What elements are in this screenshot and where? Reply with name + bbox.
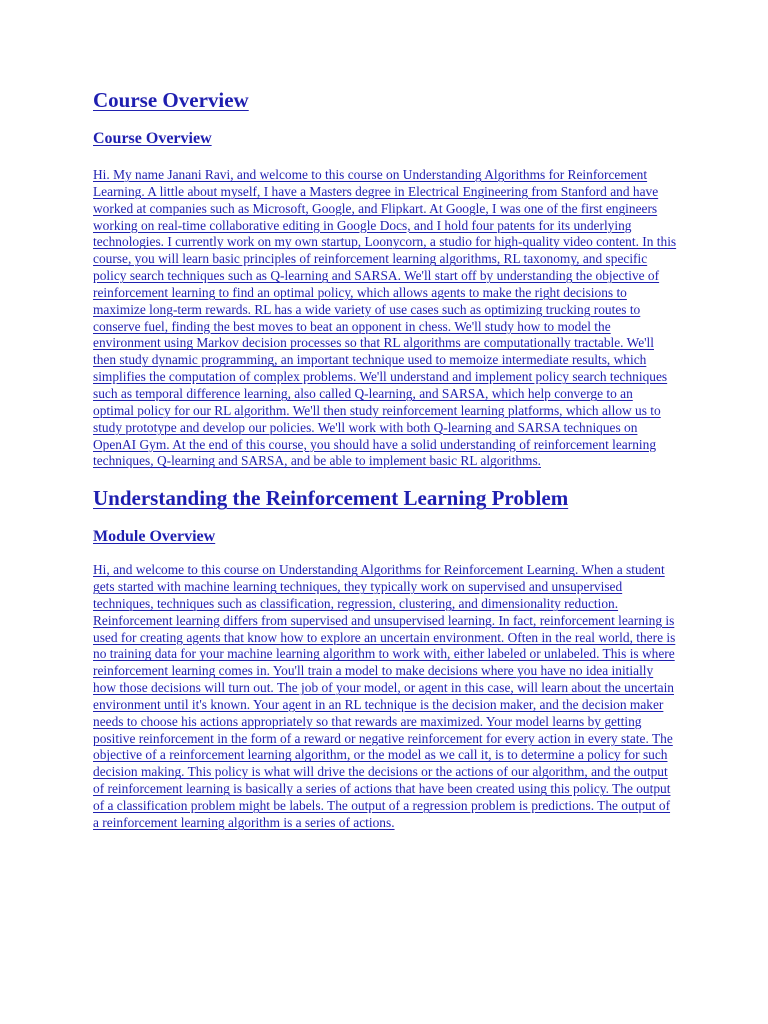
section-1-subheading-wrap	[93, 129, 677, 151]
section-2-subtitle-link[interactable]: Module Overview	[93, 528, 216, 546]
section-1-heading-wrap	[93, 86, 677, 116]
section-2-paragraph-link[interactable]: Hi, and welcome to this course on Understanding Algorithms for Reinforcement Learning. When a student gets started with machine learning techniques, they typically work on supervised and unsupervised techniques, techniques such as classification, regression, clustering, and dimensionality reduction. Reinforcement learning differs from supervised and unsupervised learning. In fact, reinforcement learning is used for creating agents that know how to explore an uncertain environment. Often in the real world, there is no training data for your machine learning algorithm to work with, either labeled or unlabeled. This is where reinforcement learning comes in. You'll train a model to make decisions where you have no idea initially how those decisions will turn out. The job of your model, or agent in this case, will learn about the uncertain environment until it's known. Your agent in an RL technique is the decision maker, and the decision maker needs to choose his actions appropriately so that rewards are maximized. Your model learns by getting positive reinforcement in the form of a reward or negative reinforcement for every action in every state. The objective of a reinforcement learning algorithm, or the model as we call it, is to determine a policy for such decision making. This policy is what will drive the decisions or the actions of our algorithm, and the output of reinforcement learning is basically a series of actions that have been created using this policy. The output of a classification problem might be labels. The output of a regression problem is predictions. The output of a reinforcement learning algorithm is a series of actions.	[93, 562, 676, 830]
section-2-paragraph	[93, 562, 677, 832]
section-1-paragraph	[93, 167, 677, 470]
document-page	[93, 86, 677, 832]
section-1-paragraph-link[interactable]: Hi. My name Janani Ravi, and welcome to this course on Understanding Algorithms for Reinforcement Learning. A little about myself, I have a Masters degree in Electrical Engineering from Stanford and have worked at companies such as Microsoft, Google, and Flipkart. At Google, I was one of the first engineers working on real-time collaborative editing in Google Docs, and I hold four patents for its underlying technologies. I currently work on my own startup, Loonycorn, a studio for high-quality video content. In this course, you will learn basic principles of reinforcement learning algorithms, RL taxonomy, and specific policy search techniques such as Q-learning and SARSA. We'll start off by understanding the objective of reinforcement learning to find an optimal policy, which allows agents to make the right decisions to maximize long-term rewards. RL has a wide variety of use cases such as optimizing trucking routes to conserve fuel, finding the best moves to beat an opponent in chess. We'll study how to model the environment using Markov decision processes so that RL algorithms are computationally tractable. We'll then study dynamic programming, an important technique used to memoize intermediate results, which simplifies the computation of complex problems. We'll understand and implement policy search techniques such as temporal difference learning, also called Q-learning, and SARSA, which help converge to an optimal policy for our RL algorithm. We'll then study reinforcement learning platforms, which allow us to study prototype and develop our policies. We'll work with both Q-learning and SARSA techniques on OpenAI Gym. At the end of this course, you should have a solid understanding of reinforcement learning techniques, Q-learning and SARSA, and be able to implement basic RL algorithms.	[93, 167, 677, 469]
section-1-title-link[interactable]: Course Overview	[93, 88, 249, 112]
section-1-subtitle-link[interactable]: Course Overview	[93, 130, 212, 147]
section-2-subheading-wrap	[93, 527, 677, 549]
section-2-title-link[interactable]: Understanding the Reinforcement Learning Problem	[93, 486, 569, 511]
section-2-heading-wrap	[93, 484, 677, 514]
